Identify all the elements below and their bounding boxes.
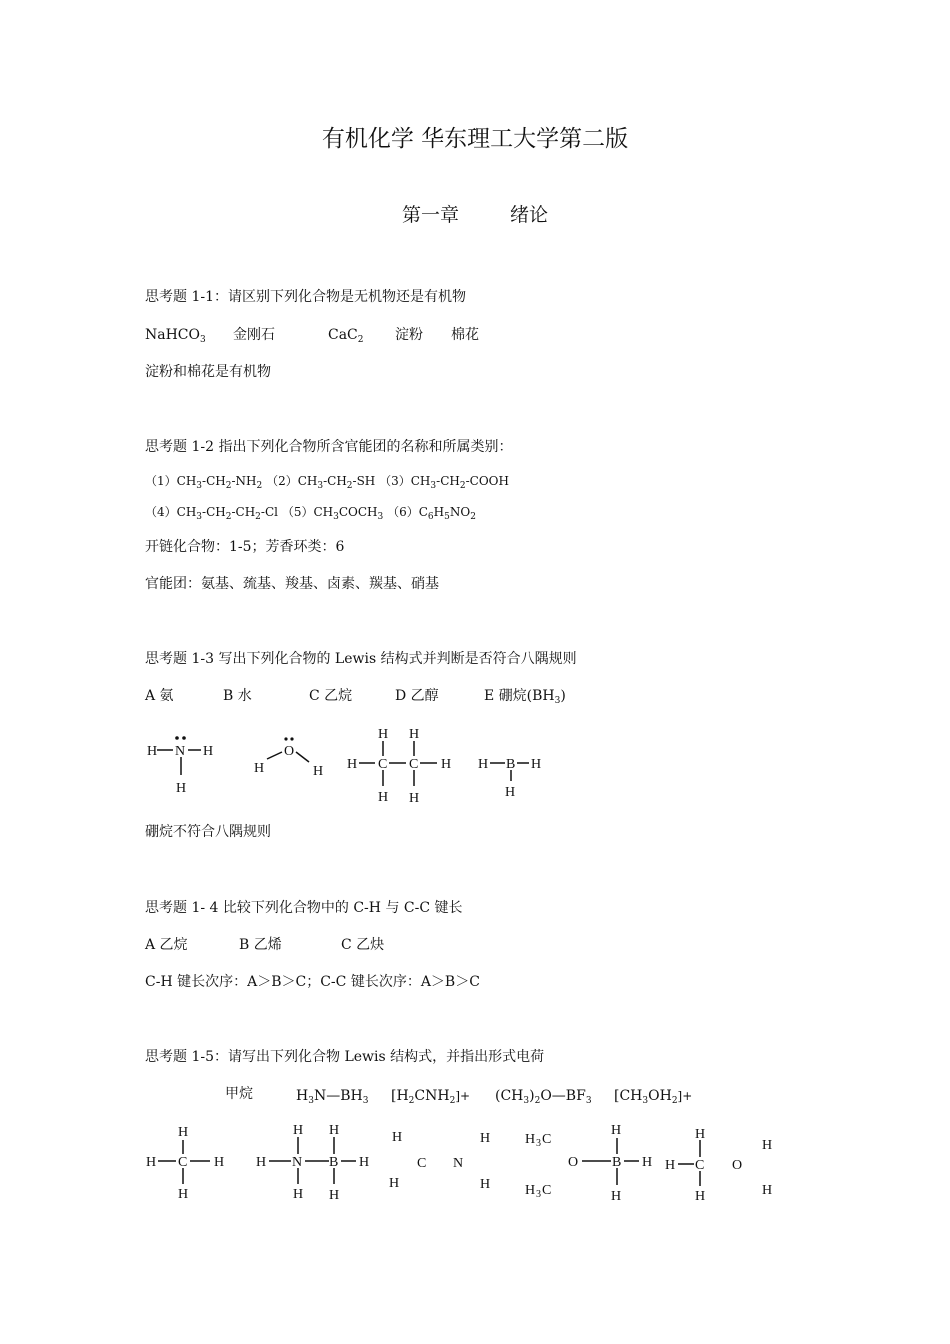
svg-text:H: H xyxy=(409,791,420,806)
svg-text:O: O xyxy=(568,1155,579,1170)
ethane-lewis-structure xyxy=(343,722,463,807)
svg-text:C: C xyxy=(695,1158,705,1173)
option-ethanol: D 乙醇 xyxy=(395,688,439,704)
svg-text:H: H xyxy=(480,1131,491,1146)
methaniminium-atoms xyxy=(385,1125,495,1195)
svg-text:H: H xyxy=(611,1123,622,1138)
svg-text:H: H xyxy=(441,757,452,772)
svg-text:H: H xyxy=(176,781,187,796)
chapter-heading: 第一章 绪论 xyxy=(401,204,549,226)
compound-starch: 淀粉 xyxy=(395,327,423,343)
svg-text:H: H xyxy=(293,1123,304,1138)
label-methaniminium: $[H_2CNH_2]+$ xyxy=(391,1088,471,1106)
svg-text:H: H xyxy=(762,1138,773,1153)
svg-text:H: H xyxy=(478,757,489,772)
svg-text:H: H xyxy=(378,727,389,742)
svg-text:H: H xyxy=(347,757,358,772)
ammonia-borane-lewis-structure xyxy=(250,1118,375,1208)
question-1-4: 思考题 1- 4 比较下列化合物中的 C-H 与 C-C 键长 xyxy=(145,900,463,916)
question-1-3: 思考题 1-3 写出下列化合物的 Lewis 结构式并判断是否符合八隅规则 xyxy=(145,651,577,667)
svg-text:H: H xyxy=(378,790,389,805)
svg-text:H: H xyxy=(525,1183,536,1198)
option-ethane: C 乙烷 xyxy=(309,688,353,704)
svg-text:H: H xyxy=(665,1158,676,1173)
compound-cac2: CaC$_2$ xyxy=(328,327,364,345)
answer-1-2-groups: 官能团：氨基、巯基、羧基、卤素、羰基、硝基 xyxy=(145,576,439,592)
svg-text:H: H xyxy=(695,1127,706,1142)
svg-text:H: H xyxy=(254,761,265,776)
svg-text:H: H xyxy=(256,1155,267,1170)
compound-cotton: 棉花 xyxy=(451,327,479,343)
borane-lewis-structure xyxy=(475,750,550,800)
label-methyloxonium: $[CH_3OH_2]+$ xyxy=(614,1088,693,1106)
svg-text:H: H xyxy=(147,744,158,759)
ammonia-lewis-structure xyxy=(140,728,225,798)
option-ammonia: A 氨 xyxy=(145,688,174,704)
answer-1-1: 淀粉和棉花是有机物 xyxy=(145,364,271,380)
svg-text:3: 3 xyxy=(536,1138,541,1149)
label-ammonia-borane: $H_3N—BH_3$ xyxy=(296,1088,369,1106)
svg-text:H: H xyxy=(525,1132,536,1147)
methyloxonium-lewis-structure xyxy=(660,1120,790,1210)
svg-text:C: C xyxy=(409,757,419,772)
svg-text:H: H xyxy=(329,1188,340,1203)
answer-1-4: C-H 键长次序：A＞B＞C；C-C 键长次序：A＞B＞C xyxy=(145,974,480,990)
option-borane: E 硼烷$(BH_3)$ xyxy=(484,688,566,706)
svg-text:H: H xyxy=(359,1155,370,1170)
question-1-2: 思考题 1-2 指出下列化合物所含官能团的名称和所属类别： xyxy=(145,439,513,455)
svg-text:C: C xyxy=(378,757,388,772)
methane-lewis-structure xyxy=(140,1120,235,1205)
svg-text:H: H xyxy=(293,1187,304,1202)
svg-text:B: B xyxy=(612,1155,622,1170)
svg-text:H: H xyxy=(531,757,542,772)
svg-text:H: H xyxy=(178,1125,189,1140)
svg-text:B: B xyxy=(506,757,516,772)
answer-1-2-class: 开链化合物：1-5；芳香环类：6 xyxy=(145,539,345,555)
option-ethylene: B 乙烯 xyxy=(239,937,282,953)
svg-text:H: H xyxy=(611,1189,622,1204)
formula-line-1: $(1)CH_3-CH_2-NH_2$ $(2)CH_3-CH_2-SH$ $(3)CH_3-CH_2$-COOH xyxy=(145,474,509,491)
svg-text:3: 3 xyxy=(536,1189,541,1200)
svg-text:H: H xyxy=(505,785,516,800)
svg-text:H: H xyxy=(642,1155,653,1170)
svg-text:O: O xyxy=(732,1158,743,1173)
svg-text:H: H xyxy=(146,1155,157,1170)
question-1-5: 思考题 1-5：请写出下列化合物 Lewis 结构式，并指出形式电荷 xyxy=(145,1049,545,1065)
water-lewis-structure xyxy=(250,735,330,785)
svg-text:H: H xyxy=(409,727,420,742)
svg-text:B: B xyxy=(329,1155,339,1170)
svg-text:N: N xyxy=(453,1156,464,1171)
svg-text:H: H xyxy=(178,1187,189,1202)
svg-text:H: H xyxy=(389,1176,400,1191)
svg-text:C: C xyxy=(417,1156,427,1171)
compound-nahco3: NaHCO$_3$ xyxy=(145,327,206,345)
answer-1-3: 硼烷不符合八隅规则 xyxy=(145,824,271,840)
option-water: B 水 xyxy=(223,688,252,704)
ether-bf3-lewis-structure xyxy=(520,1118,670,1208)
svg-text:H: H xyxy=(762,1183,773,1198)
svg-text:N: N xyxy=(292,1155,303,1170)
svg-text:O: O xyxy=(284,744,295,759)
svg-text:H: H xyxy=(214,1155,225,1170)
svg-text:H: H xyxy=(313,764,324,779)
svg-text:H: H xyxy=(329,1123,340,1138)
svg-text:C: C xyxy=(542,1132,552,1147)
label-ether-bf3: $(CH_3)_2O—BF_3$ xyxy=(495,1088,592,1106)
svg-text:H: H xyxy=(480,1177,491,1192)
option-ethane-1-4: A 乙烷 xyxy=(145,937,188,953)
label-methane: 甲烷 xyxy=(225,1086,253,1102)
svg-text:H: H xyxy=(695,1189,706,1204)
question-1-1: 思考题 1-1：请区别下列化合物是无机物还是有机物 xyxy=(145,289,466,305)
svg-text:H: H xyxy=(203,744,214,759)
svg-text:H: H xyxy=(392,1130,403,1145)
svg-text:C: C xyxy=(542,1183,552,1198)
svg-text:C: C xyxy=(178,1155,188,1170)
compound-diamond: 金刚石 xyxy=(233,327,275,343)
formula-line-2: $(4)CH_3-CH_2-CH_2-Cl$ $(5)CH_3COCH_3$ $(6)C_6H_5NO_2$ xyxy=(145,505,476,522)
svg-text:N: N xyxy=(175,744,186,759)
option-acetylene: C 乙炔 xyxy=(341,937,385,953)
document-title: 有机化学 华东理工大学第二版 xyxy=(321,126,629,152)
